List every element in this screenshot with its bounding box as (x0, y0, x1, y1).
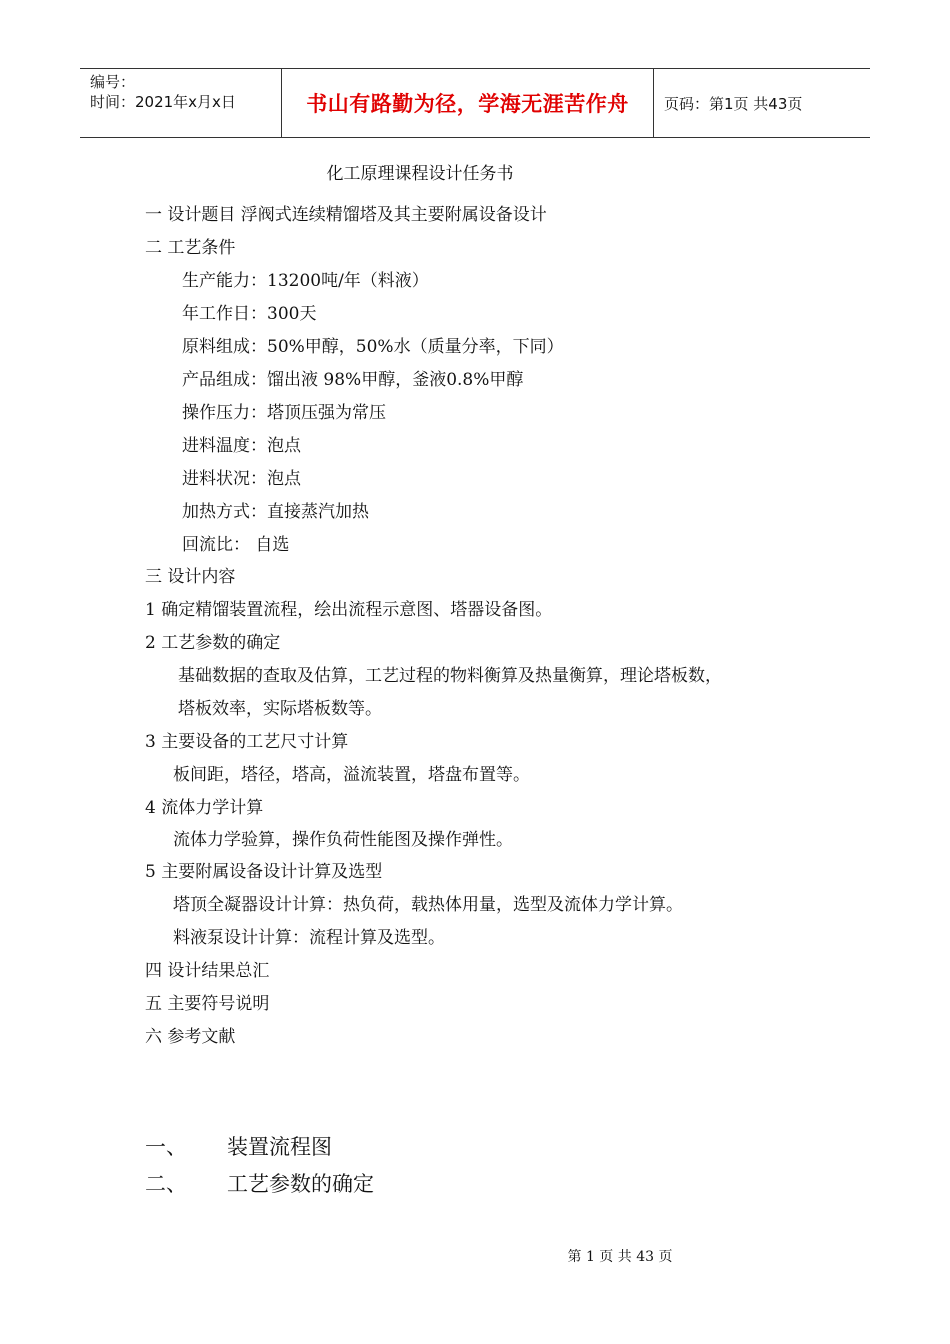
section-content: 三 设计内容 (145, 567, 236, 587)
page-footer: 第 1 页 共 43 页 (567, 1249, 673, 1265)
section-summary: 四 设计结果总汇 (145, 961, 270, 981)
document-number-label: 编号： (90, 73, 136, 91)
condition-capacity: 生产能力：13200吨/年（料液） (182, 271, 429, 291)
condition-heating: 加热方式：直接蒸汽加热 (182, 502, 369, 522)
content-item-3-detail: 板间距，塔径，塔高，溢流装置，塔盘布置等。 (173, 765, 530, 785)
document-time-label: 时间：2021年x月x日 (90, 93, 236, 111)
heading-process-parameters: 二、 工艺参数的确定 (145, 1172, 375, 1196)
section-conditions: 二 工艺条件 (145, 238, 236, 258)
document-header (80, 68, 870, 138)
condition-feed-composition: 原料组成：50%甲醇，50%水（质量分率，下同） (182, 337, 564, 357)
heading-process-diagram: 一、 装置流程图 (145, 1135, 333, 1159)
header-meta (80, 69, 282, 137)
section-references: 六 参考文献 (145, 1027, 236, 1047)
header-motto: 书山有路勤为径，学海无涯苦作舟 (282, 69, 654, 137)
content-item-4-detail: 流体力学验算，操作负荷性能图及操作弹性。 (173, 830, 513, 850)
header-page-info: 页码：第1页 共43页 (664, 94, 803, 113)
content-item-5-detail-1: 塔顶全凝器设计计算：热负荷，载热体用量，选型及流体力学计算。 (173, 895, 683, 915)
document-title: 化工原理课程设计任务书 (326, 164, 514, 184)
condition-feed-state: 进料状况：泡点 (182, 469, 301, 489)
condition-feed-temperature: 进料温度：泡点 (182, 436, 301, 456)
content-item-5: 5 主要附属设备设计计算及选型 (145, 862, 383, 882)
condition-pressure: 操作压力：塔顶压强为常压 (182, 403, 386, 423)
content-item-2: 2 工艺参数的确定 (145, 633, 281, 653)
content-item-1: 1 确定精馏装置流程，绘出流程示意图、塔器设备图。 (145, 600, 553, 620)
content-item-2-detail: 基础数据的查取及估算，工艺过程的物料衡算及热量衡算，理论塔板数， (178, 666, 722, 686)
content-item-2-detail-cont: 塔板效率，实际塔板数等。 (178, 699, 382, 719)
condition-product-composition: 产品组成：馏出液 98%甲醇，釜液0.8%甲醇 (182, 370, 524, 390)
content-item-5-detail-2: 料液泵设计计算：流程计算及选型。 (173, 928, 445, 948)
section-symbols: 五 主要符号说明 (145, 994, 270, 1014)
condition-reflux-ratio: 回流比： 自选 (182, 535, 290, 555)
content-item-4: 4 流体力学计算 (145, 798, 264, 818)
condition-workdays: 年工作日：300天 (182, 304, 317, 324)
content-item-3: 3 主要设备的工艺尺寸计算 (145, 732, 349, 752)
section-topic: 一 设计题目 浮阀式连续精馏塔及其主要附属设备设计 (145, 205, 547, 225)
